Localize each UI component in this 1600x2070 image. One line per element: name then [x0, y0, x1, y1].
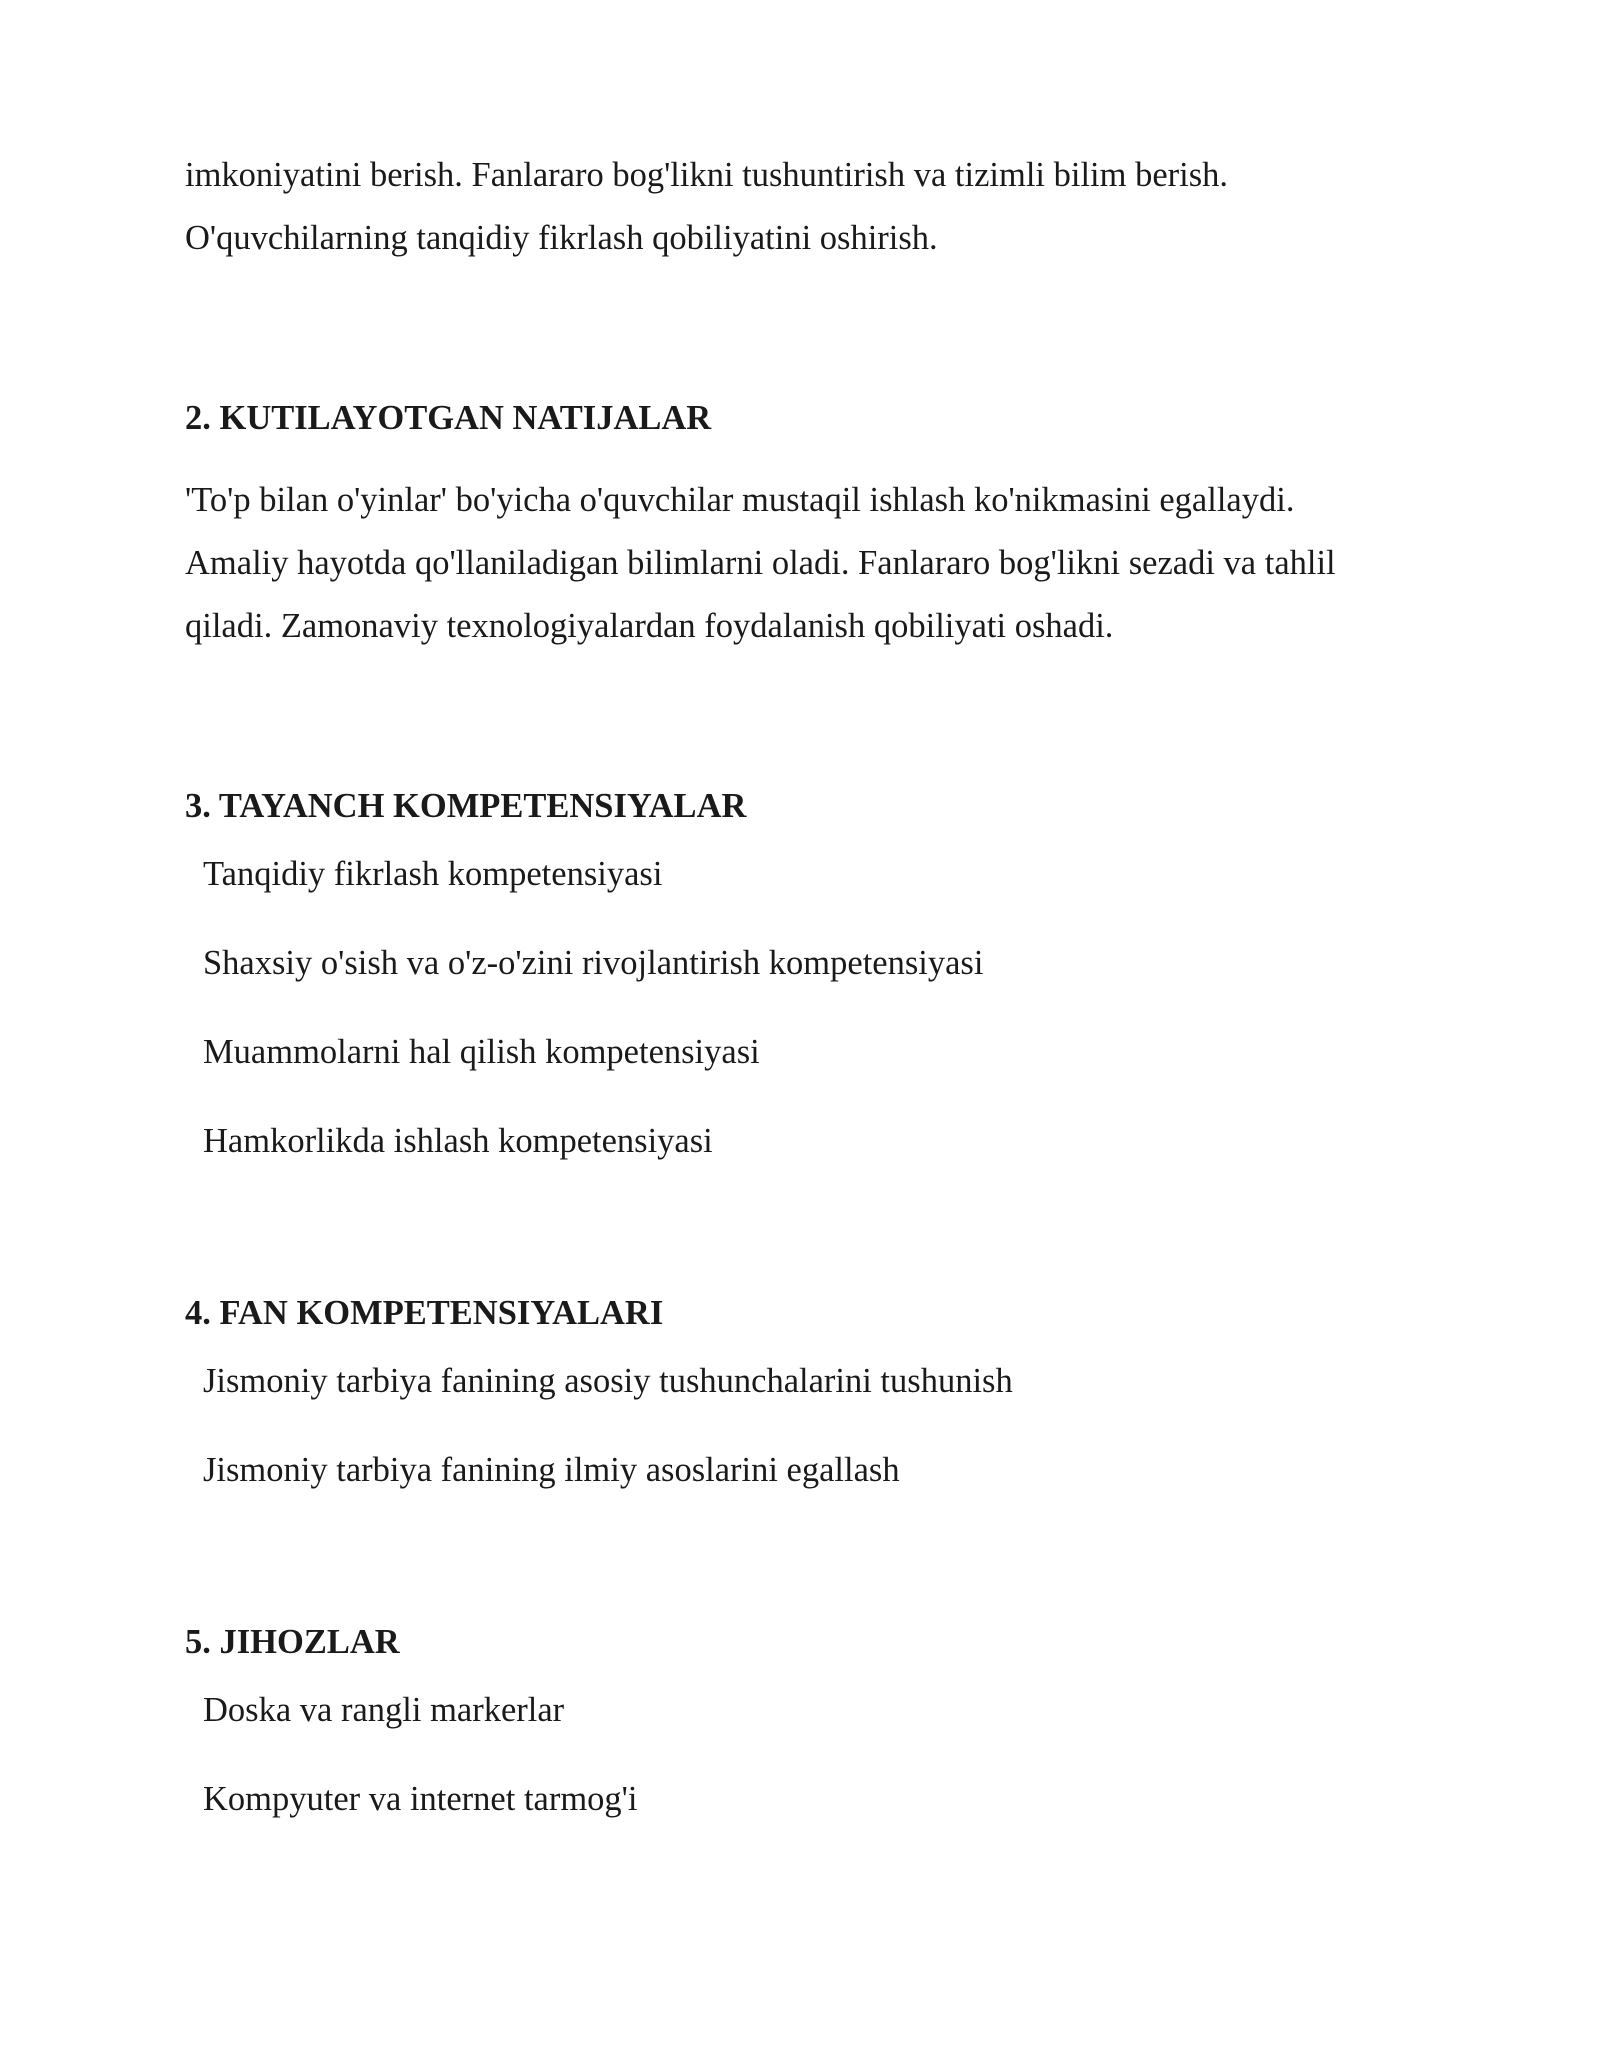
intro-line: O'quvchilarning tanqidiy fikrlash qobiliyatini oshirish.: [185, 219, 938, 257]
section-heading-natijalar: 2. KUTILAYOTGAN NATIJALAR: [185, 399, 712, 437]
section-heading-fan-kompetensiyalari: 4. FAN KOMPETENSIYALARI: [185, 1294, 664, 1332]
jihozlar-list: [185, 1687, 1445, 1822]
natijalar-line: 'To'p bilan o'yinlar' bo'yicha o'quvchilar mustaqil ishlash ko'nikmasini egallaydi.: [185, 481, 1295, 519]
list-item: Shaxsiy o'sish va o'z-o'zini rivojlantirish kompetensiyasi: [203, 944, 984, 982]
fan-kompetensiyalari-list: [185, 1358, 1445, 1493]
natijalar-line: Amaliy hayotda qo'llaniladigan bilimlarni oladi. Fanlararo bog'likni sezadi va tahlil: [185, 544, 1336, 582]
list-item: Muammolarni hal qilish kompetensiyasi: [203, 1033, 760, 1071]
list-item: Jismoniy tarbiya fanining ilmiy asoslarini egallash: [203, 1451, 900, 1489]
section-heading-jihozlar: 5. JIHOZLAR: [185, 1623, 400, 1661]
natijalar-line: qiladi. Zamonaviy texnologiyalardan foydalanish qobiliyati oshadi.: [185, 607, 1114, 645]
intro-paragraph: [185, 144, 1445, 270]
document-content: [185, 144, 1445, 1822]
list-item: Jismoniy tarbiya fanining asosiy tushunchalarini tushunish: [203, 1362, 1013, 1400]
intro-line: imkoniyatini berish. Fanlararo bog'likni tushuntirish va tizimli bilim berish.: [185, 156, 1229, 194]
natijalar-paragraph: [185, 469, 1445, 658]
tayanch-kompetensiyalar-list: [185, 851, 1445, 1164]
list-item: Kompyuter va internet tarmog'i: [203, 1780, 638, 1818]
section-heading-tayanch-kompetensiyalar: 3. TAYANCH KOMPETENSIYALAR: [185, 787, 747, 825]
list-item: Doska va rangli markerlar: [203, 1691, 565, 1729]
list-item: Tanqidiy fikrlash kompetensiyasi: [203, 855, 663, 893]
list-item: Hamkorlikda ishlash kompetensiyasi: [203, 1122, 713, 1160]
